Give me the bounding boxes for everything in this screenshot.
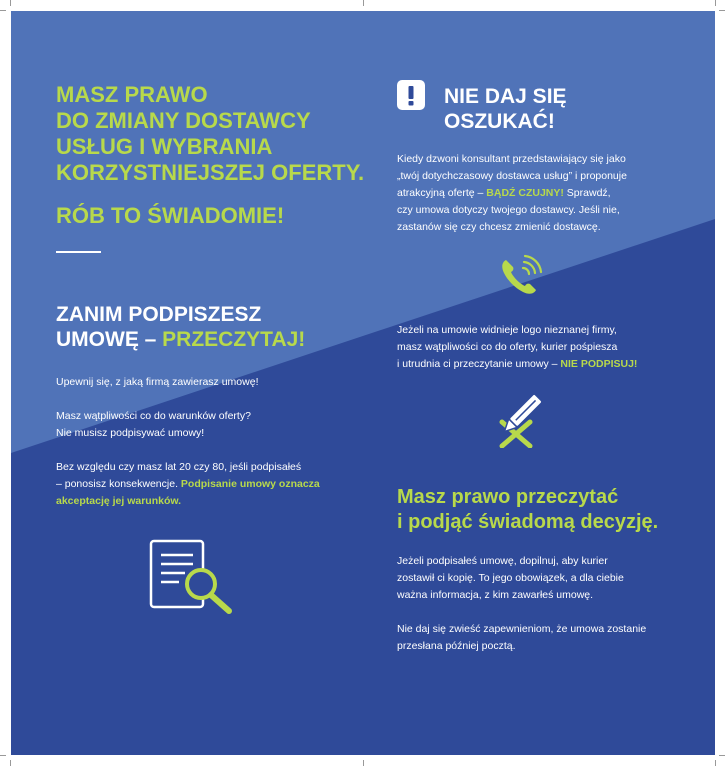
text-highlight: akceptację jej warunków. — [56, 495, 182, 507]
paragraph-post — [397, 621, 707, 655]
section-title-part: UMOWĘ – — [56, 328, 163, 351]
text-line: czy umowa dotyczy twojego dostawcy. Jeśli nie, — [397, 204, 620, 216]
text-line: „twój dotychczasowy dostawca usług” i proponuje — [397, 170, 627, 182]
text-highlight: Podpisanie umowy oznacza — [180, 478, 320, 490]
rights-title-line: Masz prawo przeczytać — [397, 486, 619, 508]
text-line: Kiedy dzwoni konsultant przedstawiający się jako — [397, 153, 626, 165]
paragraph-unknown-logo — [397, 322, 707, 373]
paragraph-consequences — [56, 459, 376, 510]
document-search-icon — [149, 539, 239, 615]
divider — [56, 251, 101, 253]
warning-title-line: OSZUKAĆ! — [444, 110, 555, 133]
text-line: zastanów się czy chcesz zmienić dostawcę. — [397, 221, 601, 233]
paragraph-doubts — [56, 408, 356, 442]
text-line: Bez względu czy masz lat 20 czy 80, jeśli podpisałeś — [56, 461, 302, 473]
rights-title-line: i podjąć świadomą decyzję. — [397, 511, 659, 533]
phone-icon — [497, 254, 543, 300]
headline-line: DO ZMIANY DOSTAWCY — [56, 108, 311, 133]
text-line: Jeżeli na umowie widnieje logo nieznanej firmy, — [397, 324, 617, 336]
crop-mark — [0, 755, 6, 756]
text-highlight: BĄDŹ CZUJNY! — [486, 187, 564, 199]
text-part: – ponosisz konsekwencje. — [56, 478, 181, 490]
text-line: Nie daj się zwieść zapewnieniom, że umowa zostanie — [397, 623, 647, 635]
crop-mark — [10, 0, 11, 6]
text-line: Nie musisz podpisywać umowy! — [56, 427, 205, 439]
text-line: Masz wątpliwości co do warunków oferty? — [56, 410, 251, 422]
section-title — [56, 302, 356, 352]
warning-title-line: NIE DAJ SIĘ — [444, 85, 567, 108]
crop-mark — [715, 760, 716, 766]
text-line: Jeżeli podpisałeś umowę, dopilnuj, aby kurier — [397, 555, 608, 567]
section-title-line: ZANIM PODPISZESZ — [56, 303, 262, 326]
fold-mark — [363, 0, 364, 6]
headline-line: MASZ PRAWO — [56, 82, 208, 107]
fold-mark — [363, 760, 364, 766]
pen-cross-icon — [494, 392, 546, 448]
paragraph-consultant — [397, 151, 697, 236]
text-line: zostawił ci kopię. To jego obowiązek, a dla ciebie — [397, 572, 624, 584]
crop-mark — [719, 10, 725, 11]
crop-mark — [719, 755, 725, 756]
crop-mark — [715, 0, 716, 6]
headline-line: USŁUG I WYBRANIA — [56, 134, 273, 159]
text-highlight: NIE PODPISUJ! — [560, 358, 638, 370]
text-part: Sprawdź, — [563, 187, 611, 199]
headline-line: KORZYSTNIEJSZEJ OFERTY. — [56, 160, 365, 185]
subheadline: RÓB TO ŚWIADOMIE! — [56, 203, 285, 228]
text-part: atrakcyjną ofertę – — [397, 187, 487, 199]
paragraph-firm: Upewnij się, z jaką firmą zawierasz umowę! — [56, 376, 259, 388]
section-title-highlight: PRZECZYTAJ! — [162, 328, 306, 351]
crop-mark — [0, 10, 6, 11]
text-line: przesłana później pocztą. — [397, 640, 516, 652]
text-line: masz wątpliwości co do oferty, kurier pośpiesza — [397, 341, 618, 353]
main-headline — [56, 82, 376, 186]
text-part: i utrudnia ci przeczytanie umowy – — [397, 358, 561, 370]
rights-title — [397, 485, 707, 535]
warning-title — [444, 84, 684, 134]
crop-mark — [10, 760, 11, 766]
paragraph-copy — [397, 553, 707, 604]
exclamation-icon — [397, 80, 425, 110]
leaflet-panel — [11, 11, 715, 755]
text-line: ważna informacja, z kim zawarłeś umowę. — [397, 589, 594, 601]
